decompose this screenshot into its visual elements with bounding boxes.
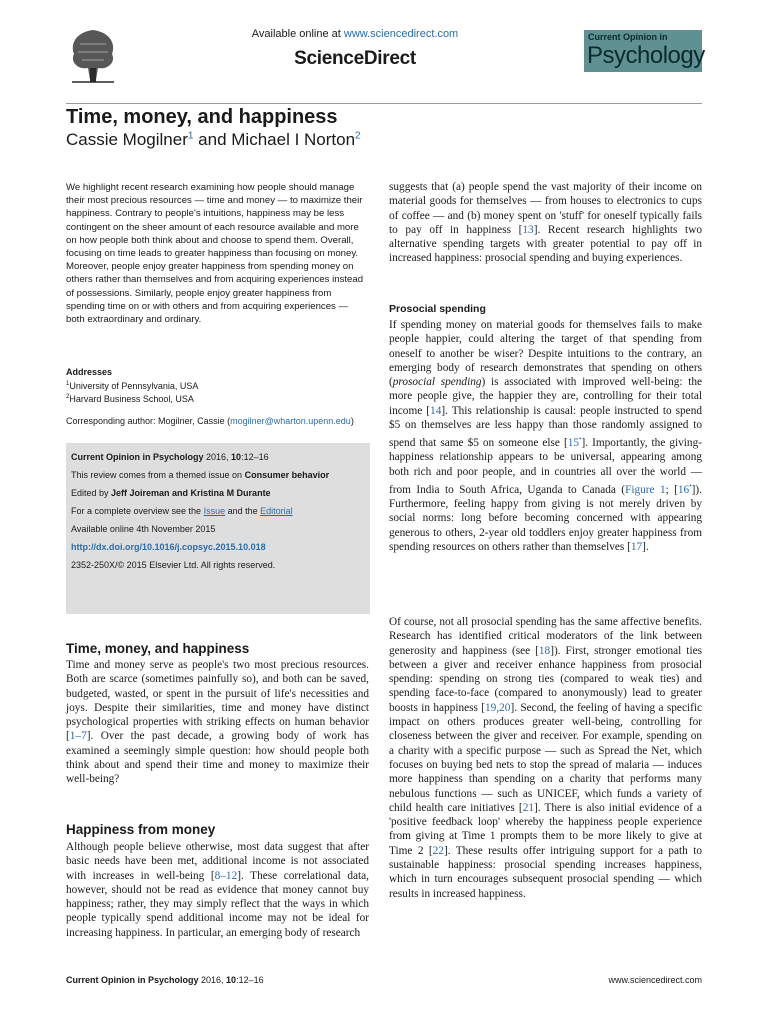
author-1: Cassie Mogilner [66, 130, 188, 149]
paragraph-intro: Time and money serve as people's two most precious resources. Both are scarce (sometimes painfully so), and both can be saved, budgeted, wasted, or spent in the pursuit of life's necessities and joys. Despite their similarities, time and money have distinct psychological properties with striking effects on human behavior [1–7]. Over the past decade, a growing body of work has examined a seemingly simple question: how should people both think about and spend their time and money to maximize their well-being? [66, 659, 369, 786]
article-info-box [66, 443, 370, 614]
badge-line1: Current Opinion in [588, 32, 668, 42]
address-2: $^2$Harvard Business School, USA [66, 394, 194, 404]
badge-line2: Psychology [587, 42, 705, 69]
address-1: $^1$University of Pennsylvania, USA [66, 380, 199, 391]
figure-link[interactable]: Figure 1 [625, 483, 666, 496]
corresponding-author: Corresponding author: Mogilner, Cassie (mogilner@wharton.upenn.edu) [66, 416, 354, 426]
info-copyright: 2352-250X/© 2015 Elsevier Ltd. All rights reserved. [71, 560, 276, 570]
ref-link[interactable]: 19,20 [485, 701, 511, 714]
ref-link[interactable]: 13 [522, 223, 534, 236]
section-heading-time-money: Time, money, and happiness [66, 641, 250, 656]
footer-citation: Current Opinion in Psychology 2016, 10:12–16 [66, 975, 264, 985]
ref-link[interactable]: 16• [677, 482, 692, 496]
sciencedirect-link[interactable]: www.sciencedirect.com [343, 28, 459, 40]
ref-link[interactable]: 21 [522, 801, 534, 814]
ref-link[interactable]: 22 [432, 844, 444, 857]
addresses [66, 367, 368, 406]
author-2: Michael I Norton [231, 130, 356, 149]
paragraph-material-goods: suggests that (a) people spend the vast majority of their income on material goods for themselves — from houses to electronics to cups of coffee — and (b) money spent on 'stuff' for oneself typically fails to pay off in happiness [13]. Recent research highlights two alternative spending targets with greater potential to pay off in increased happiness: prosocial spending and buying experiences. [389, 181, 702, 265]
sciencedirect-wordmark: ScienceDirect [294, 48, 416, 69]
info-doi [71, 542, 266, 552]
journal-badge [584, 30, 705, 72]
info-overview: For a complete overview see the Issue and the Editorial [71, 506, 293, 516]
addresses-heading: Addresses [66, 367, 113, 377]
elsevier-tree-logo [66, 24, 120, 96]
available-prefix: Available online at [251, 28, 344, 40]
info-themed: This review comes from a themed issue on Consumer behavior [71, 470, 330, 480]
paragraph-prosocial-1: If spending money on material goods for themselves fails to make people happier, could altering the target of that spending from oneself to another be wiser? Despite intuitions to the contrary, an emerging body of research demonstrates that spending on others (prosocial spending) is associated with improved well-being: the more people give, the happier they are, controlling for their total income [14]. This relationship is causal: people instructed to spend $5 on themselves are less happy than those randomly assigned to spend that same $5 on someone else [15•]. Importantly, the giving-happiness relationship appears to be universal, appearing among both rich and poor people, and in countries all over the world — from India to South Africa, Uganda to Canada (Figure 1; [16•]). Furthermore, feeling happy from giving is not merely driven by social norms: long before becoming concerned with appearing generous to others, 2-year old toddlers enjoy greater happiness from spending resources on others rather than themselves [17]. [389, 319, 703, 553]
info-available: Available online 4th November 2015 [71, 524, 216, 534]
author-and: and [193, 130, 232, 149]
ref-link[interactable]: 14 [430, 404, 442, 417]
ref-link[interactable]: 1–7 [69, 730, 87, 743]
available-online-line [200, 28, 510, 40]
ref-link[interactable]: 8–12 [214, 869, 238, 882]
authors-line [66, 130, 361, 150]
author-2-affil[interactable]: 2 [355, 130, 361, 142]
author-1-affil[interactable]: 1 [187, 130, 194, 142]
header-divider [66, 103, 702, 104]
paragraph-happiness-money: Although people believe otherwise, most data suggest that after basic needs have been met, additional income is not associated with increases in well-being [8–12]. These correlational data, however, should not be read as evidence that money cannot buy happiness; rather, they may simply reflect that the ways in which people typically spend additional income may not be ideal for increasing happiness. In particular, an emerging body of research [66, 841, 369, 939]
doi-link[interactable]: http://dx.doi.org/10.1016/j.copsyc.2015.10.018 [71, 542, 266, 552]
footer-url: www.sciencedirect.com [608, 975, 702, 985]
paragraph-prosocial-2: Of course, not all prosocial spending has the same affective benefits. Research has identified critical moderators of the link between generosity and happiness (see [18]). First, stronger emotional ties between a giver and receiver enhance happiness from prosocial spending: spending on strong ties (compared to weak ties) and spending face-to-face (compared to anonymously) lead to greater boosts in happiness [19,20]. Second, the feeling of having a specific impact on others produces greater well-being, controlling for closeness between the giver and receiver. For example, spending on a charity with a specific purpose — such as Spread the Net, which focuses on buying bed nets to stop the spread of malaria — induces more happiness than spending on a charity that performs many nebulous functions — such as UNICEF, which funds a variety of child health care initiatives [21]. There is also initial evidence of a 'positive feedback loop' whereby the happiness people experience from giving at Time 1 prompts them to be more likely to give at Time 2 [22]. These results offer intriguing support for a path to sustainable happiness: prosocial spending increases happiness, which in turn encourages subsequent prosocial spending — which results in increased happiness. [389, 616, 703, 900]
article-title: Time, money, and happiness [66, 106, 338, 128]
ref-link[interactable]: 18 [538, 644, 551, 657]
issue-link[interactable]: Issue [203, 506, 226, 516]
info-editors: Edited by Jeff Joireman and Kristina M Durante [71, 488, 271, 498]
editorial-link[interactable]: Editorial [260, 506, 293, 516]
section-heading-happiness-money: Happiness from money [66, 822, 216, 837]
ref-link[interactable]: 17 [630, 540, 643, 553]
info-journal: Current Opinion in Psychology 2016, 10:12–16 [71, 452, 269, 462]
subheading-prosocial-spending: Prosocial spending [389, 303, 486, 315]
author-email-link[interactable]: mogilner@wharton.upenn.edu [230, 416, 351, 426]
ref-link[interactable]: 15• [567, 435, 582, 450]
abstract: We highlight recent research examining how people should manage their most precious resources — time and money — to maximize their happiness. Contrary to people's intuitions, happiness may be less contingent on the sheer amount of each resource available and more on how people both think about and choose to spend them. Overall, focusing on time leads to greater happiness than focusing on money. Moreover, people enjoy greater happiness from spending money on others rather than themselves and from acquiring experiences instead of possessions. Similarly, people enjoy greater happiness from spending time on or with others and from acquiring experiences — both extraordinary and ordinary. [66, 182, 364, 326]
